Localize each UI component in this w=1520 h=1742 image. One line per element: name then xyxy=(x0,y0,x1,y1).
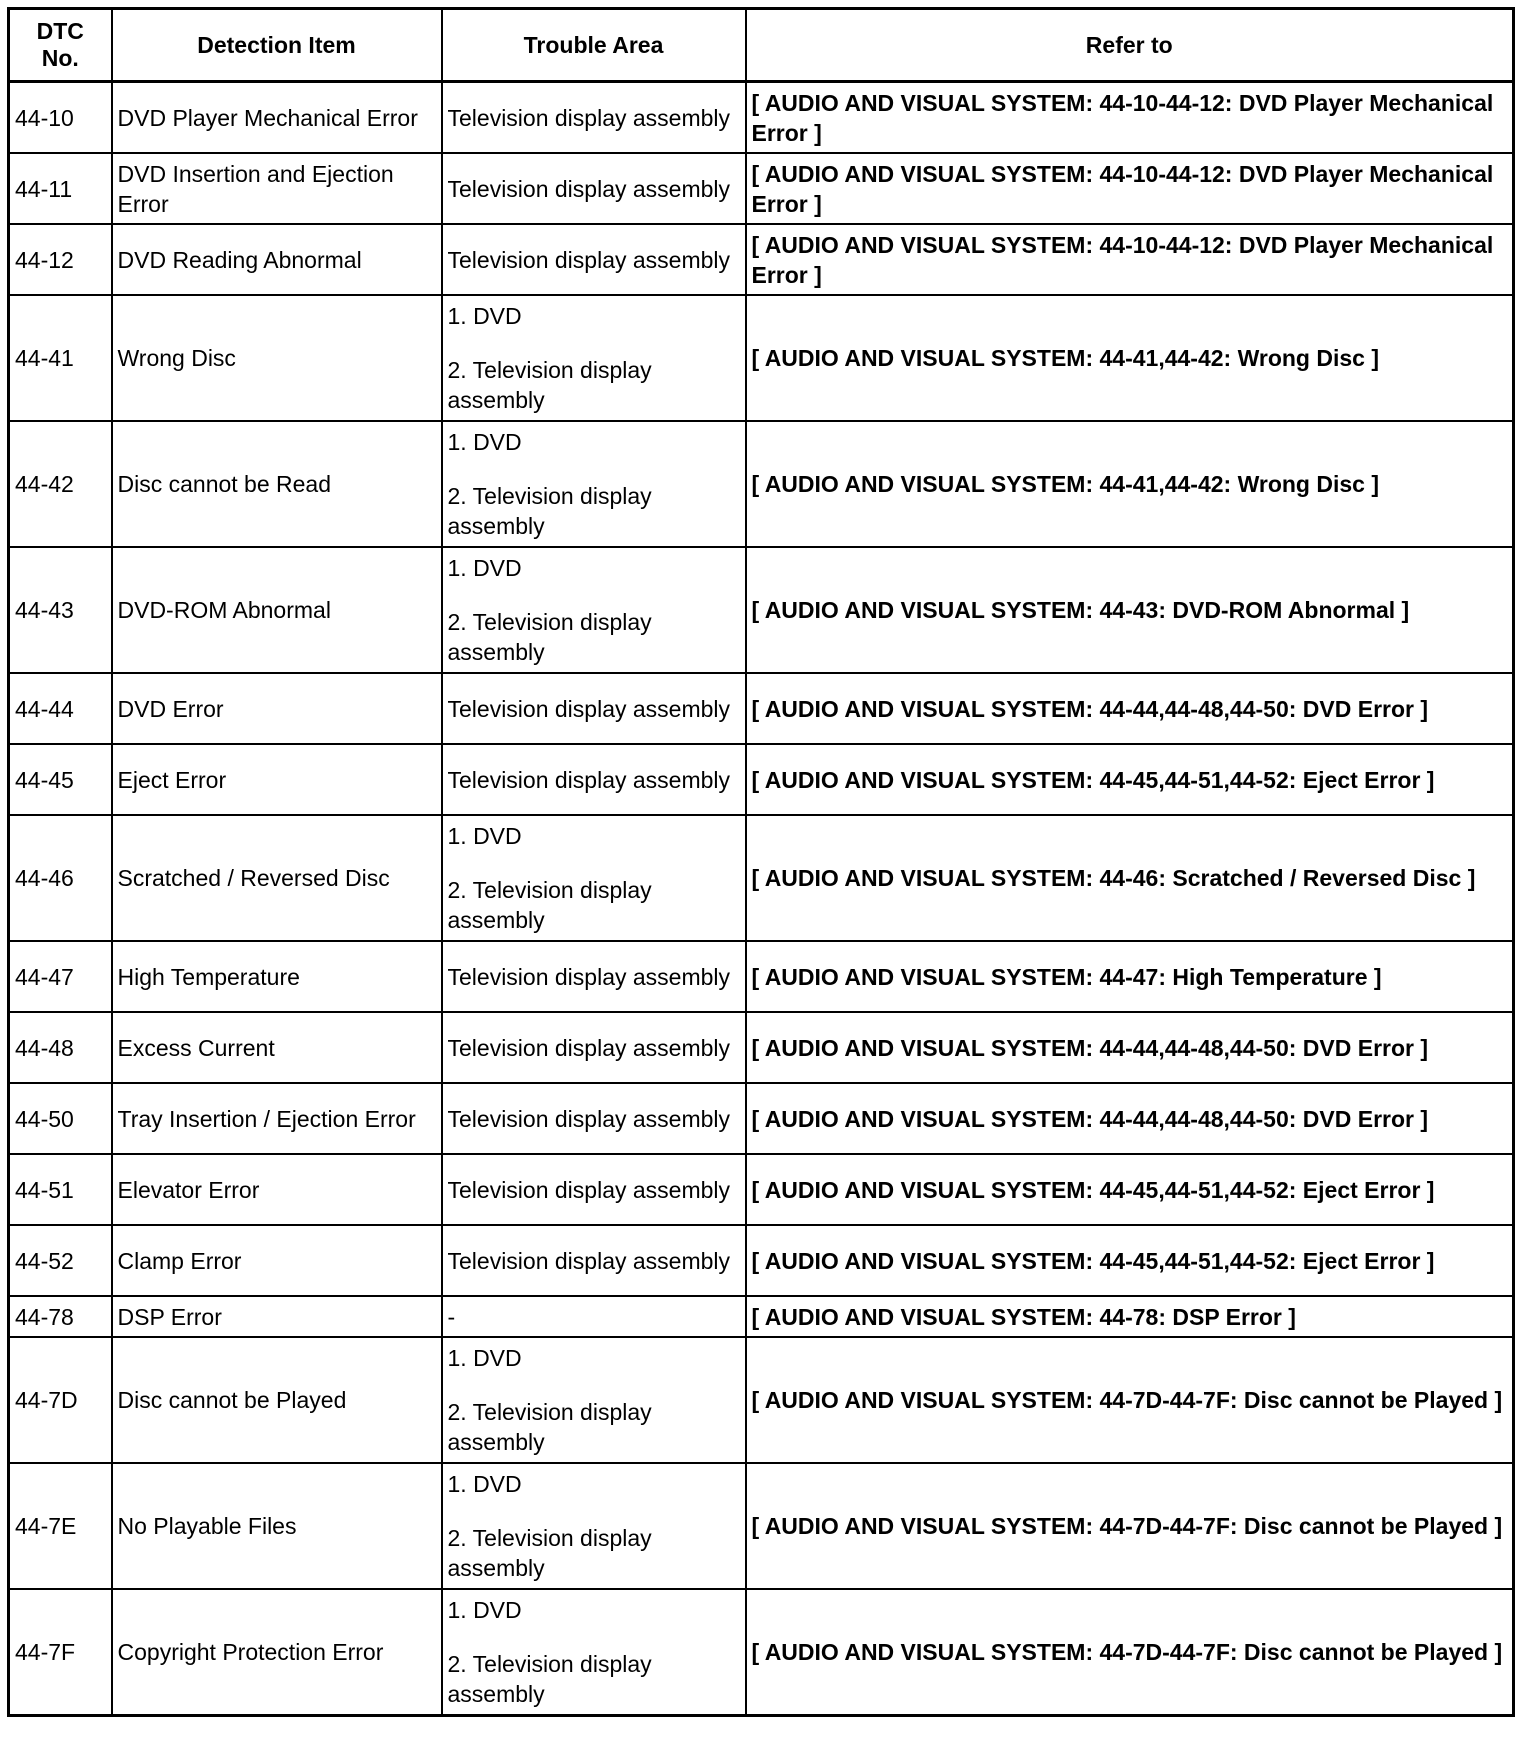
header-dtc-line1: DTC xyxy=(36,18,84,44)
trouble-area xyxy=(442,82,746,154)
detection-item: No Playable Files xyxy=(112,1463,442,1589)
trouble-gap xyxy=(448,1373,740,1397)
dtc-code: 44-41 xyxy=(9,295,112,421)
trouble-area-entry: 1. DVD xyxy=(447,823,522,849)
trouble-area-entry: 2. Television display assembly xyxy=(447,1525,652,1581)
trouble-area-entry: Television display assembly xyxy=(447,695,731,722)
table-body xyxy=(9,82,1514,1716)
trouble-area-entry: 1. DVD xyxy=(447,1597,522,1623)
dtc-code: 44-7D xyxy=(9,1337,112,1463)
trouble-area xyxy=(442,1296,746,1337)
trouble-area-entry: 2. Television display assembly xyxy=(447,609,652,665)
detection-item: Eject Error xyxy=(112,744,442,815)
dtc-code: 44-42 xyxy=(9,421,112,547)
trouble-area xyxy=(442,815,746,941)
header-detection-item: Detection Item xyxy=(112,9,442,82)
dtc-code: 44-46 xyxy=(9,815,112,941)
table-row xyxy=(9,547,1514,673)
detection-item: High Temperature xyxy=(112,941,442,1012)
trouble-area-entry: 1. DVD xyxy=(447,429,522,455)
table-row xyxy=(9,295,1514,421)
table-row xyxy=(9,941,1514,1012)
trouble-area xyxy=(442,1463,746,1589)
header-dtc-line2: No. xyxy=(41,45,79,71)
table-row xyxy=(9,1154,1514,1225)
table-row xyxy=(9,1337,1514,1463)
trouble-area-entry: - xyxy=(447,1303,456,1330)
detection-item: Excess Current xyxy=(112,1012,442,1083)
refer-to-link[interactable]: [ AUDIO AND VISUAL SYSTEM: 44-10-44-12: DVD Player Mechanical Error ] xyxy=(746,153,1514,224)
dtc-code: 44-50 xyxy=(9,1083,112,1154)
dtc-code: 44-51 xyxy=(9,1154,112,1225)
dtc-code: 44-44 xyxy=(9,673,112,744)
dtc-code: 44-48 xyxy=(9,1012,112,1083)
table-row xyxy=(9,673,1514,744)
dtc-table xyxy=(7,7,1515,1717)
trouble-area-entry: Television display assembly xyxy=(447,175,731,202)
header-trouble-area: Trouble Area xyxy=(442,9,746,82)
trouble-gap xyxy=(448,1625,740,1649)
trouble-area-entry: Television display assembly xyxy=(447,246,731,273)
trouble-area-entry: 2. Television display assembly xyxy=(447,483,652,539)
detection-item: DVD Insertion and Ejection Error xyxy=(112,153,442,224)
detection-item: Copyright Protection Error xyxy=(112,1589,442,1716)
refer-to-link[interactable]: [ AUDIO AND VISUAL SYSTEM: 44-43: DVD-ROM Abnormal ] xyxy=(746,547,1514,673)
detection-item: Elevator Error xyxy=(112,1154,442,1225)
trouble-area-entry: Television display assembly xyxy=(447,963,731,990)
trouble-area-entry: Television display assembly xyxy=(447,1105,731,1132)
table-row xyxy=(9,1083,1514,1154)
trouble-gap xyxy=(448,331,740,355)
table-row xyxy=(9,82,1514,154)
trouble-area xyxy=(442,1154,746,1225)
detection-item: Tray Insertion / Ejection Error xyxy=(112,1083,442,1154)
trouble-area xyxy=(442,421,746,547)
trouble-area-entry: 2. Television display assembly xyxy=(447,357,652,413)
refer-to-link[interactable]: [ AUDIO AND VISUAL SYSTEM: 44-7D-44-7F: Disc cannot be Played ] xyxy=(746,1589,1514,1716)
refer-to-link[interactable]: [ AUDIO AND VISUAL SYSTEM: 44-7D-44-7F: Disc cannot be Played ] xyxy=(746,1337,1514,1463)
table-row xyxy=(9,815,1514,941)
trouble-area xyxy=(442,547,746,673)
trouble-gap xyxy=(448,851,740,875)
refer-to-link[interactable]: [ AUDIO AND VISUAL SYSTEM: 44-45,44-51,44-52: Eject Error ] xyxy=(746,1225,1514,1296)
trouble-gap xyxy=(448,583,740,607)
trouble-area-entry: Television display assembly xyxy=(447,1247,731,1274)
dtc-code: 44-7E xyxy=(9,1463,112,1589)
table-row xyxy=(9,1589,1514,1716)
header-row xyxy=(9,9,1514,82)
trouble-area-entry: Television display assembly xyxy=(447,766,731,793)
detection-item: DSP Error xyxy=(112,1296,442,1337)
trouble-area-entry: 2. Television display assembly xyxy=(447,1399,652,1455)
detection-item: Wrong Disc xyxy=(112,295,442,421)
detection-item: DVD Player Mechanical Error xyxy=(112,82,442,154)
table-row xyxy=(9,744,1514,815)
trouble-area xyxy=(442,1337,746,1463)
refer-to-link[interactable]: [ AUDIO AND VISUAL SYSTEM: 44-10-44-12: DVD Player Mechanical Error ] xyxy=(746,82,1514,154)
trouble-area xyxy=(442,153,746,224)
table-row xyxy=(9,421,1514,547)
table-row xyxy=(9,1225,1514,1296)
refer-to-link[interactable]: [ AUDIO AND VISUAL SYSTEM: 44-7D-44-7F: Disc cannot be Played ] xyxy=(746,1463,1514,1589)
refer-to-link[interactable]: [ AUDIO AND VISUAL SYSTEM: 44-47: High Temperature ] xyxy=(746,941,1514,1012)
dtc-code: 44-52 xyxy=(9,1225,112,1296)
detection-item: Clamp Error xyxy=(112,1225,442,1296)
trouble-area xyxy=(442,295,746,421)
dtc-code: 44-78 xyxy=(9,1296,112,1337)
trouble-area xyxy=(442,1589,746,1716)
refer-to-link[interactable]: [ AUDIO AND VISUAL SYSTEM: 44-44,44-48,44-50: DVD Error ] xyxy=(746,1083,1514,1154)
table-row xyxy=(9,224,1514,295)
trouble-area-entry: 2. Television display assembly xyxy=(447,877,652,933)
trouble-area-entry: Television display assembly xyxy=(447,104,731,131)
dtc-code: 44-47 xyxy=(9,941,112,1012)
refer-to-link[interactable]: [ AUDIO AND VISUAL SYSTEM: 44-41,44-42: Wrong Disc ] xyxy=(746,421,1514,547)
detection-item: DVD-ROM Abnormal xyxy=(112,547,442,673)
dtc-code: 44-12 xyxy=(9,224,112,295)
detection-item: Disc cannot be Read xyxy=(112,421,442,547)
table-row xyxy=(9,1012,1514,1083)
trouble-area xyxy=(442,673,746,744)
trouble-area xyxy=(442,224,746,295)
header-refer-to: Refer to xyxy=(746,9,1514,82)
trouble-gap xyxy=(448,1499,740,1523)
refer-to-link[interactable]: [ AUDIO AND VISUAL SYSTEM: 44-78: DSP Error ] xyxy=(746,1296,1514,1337)
trouble-area xyxy=(442,1083,746,1154)
trouble-area-entry: Television display assembly xyxy=(447,1034,731,1061)
trouble-area xyxy=(442,1225,746,1296)
trouble-area-entry: 2. Television display assembly xyxy=(447,1651,652,1707)
refer-to-link[interactable]: [ AUDIO AND VISUAL SYSTEM: 44-41,44-42: Wrong Disc ] xyxy=(746,295,1514,421)
refer-to-link[interactable]: [ AUDIO AND VISUAL SYSTEM: 44-46: Scratched / Reversed Disc ] xyxy=(746,815,1514,941)
dtc-code: 44-7F xyxy=(9,1589,112,1716)
trouble-area-entry: Television display assembly xyxy=(447,1176,731,1203)
detection-item: Disc cannot be Played xyxy=(112,1337,442,1463)
trouble-area-entry: 1. DVD xyxy=(447,555,522,581)
dtc-code: 44-45 xyxy=(9,744,112,815)
refer-to-link[interactable]: [ AUDIO AND VISUAL SYSTEM: 44-45,44-51,44-52: Eject Error ] xyxy=(746,1154,1514,1225)
detection-item: DVD Reading Abnormal xyxy=(112,224,442,295)
trouble-area xyxy=(442,941,746,1012)
trouble-area-entry: 1. DVD xyxy=(447,303,522,329)
detection-item: Scratched / Reversed Disc xyxy=(112,815,442,941)
refer-to-link[interactable]: [ AUDIO AND VISUAL SYSTEM: 44-45,44-51,44-52: Eject Error ] xyxy=(746,744,1514,815)
detection-item: DVD Error xyxy=(112,673,442,744)
trouble-area xyxy=(442,744,746,815)
dtc-code: 44-10 xyxy=(9,82,112,154)
refer-to-link[interactable]: [ AUDIO AND VISUAL SYSTEM: 44-10-44-12: DVD Player Mechanical Error ] xyxy=(746,224,1514,295)
table-row xyxy=(9,1463,1514,1589)
trouble-area-entry: 1. DVD xyxy=(447,1345,522,1371)
table-row xyxy=(9,1296,1514,1337)
table-row xyxy=(9,153,1514,224)
header-dtc xyxy=(9,9,112,82)
refer-to-link[interactable]: [ AUDIO AND VISUAL SYSTEM: 44-44,44-48,44-50: DVD Error ] xyxy=(746,673,1514,744)
refer-to-link[interactable]: [ AUDIO AND VISUAL SYSTEM: 44-44,44-48,44-50: DVD Error ] xyxy=(746,1012,1514,1083)
dtc-code: 44-43 xyxy=(9,547,112,673)
trouble-area-entry: 1. DVD xyxy=(447,1471,522,1497)
trouble-area xyxy=(442,1012,746,1083)
dtc-code: 44-11 xyxy=(9,153,112,224)
trouble-gap xyxy=(448,457,740,481)
